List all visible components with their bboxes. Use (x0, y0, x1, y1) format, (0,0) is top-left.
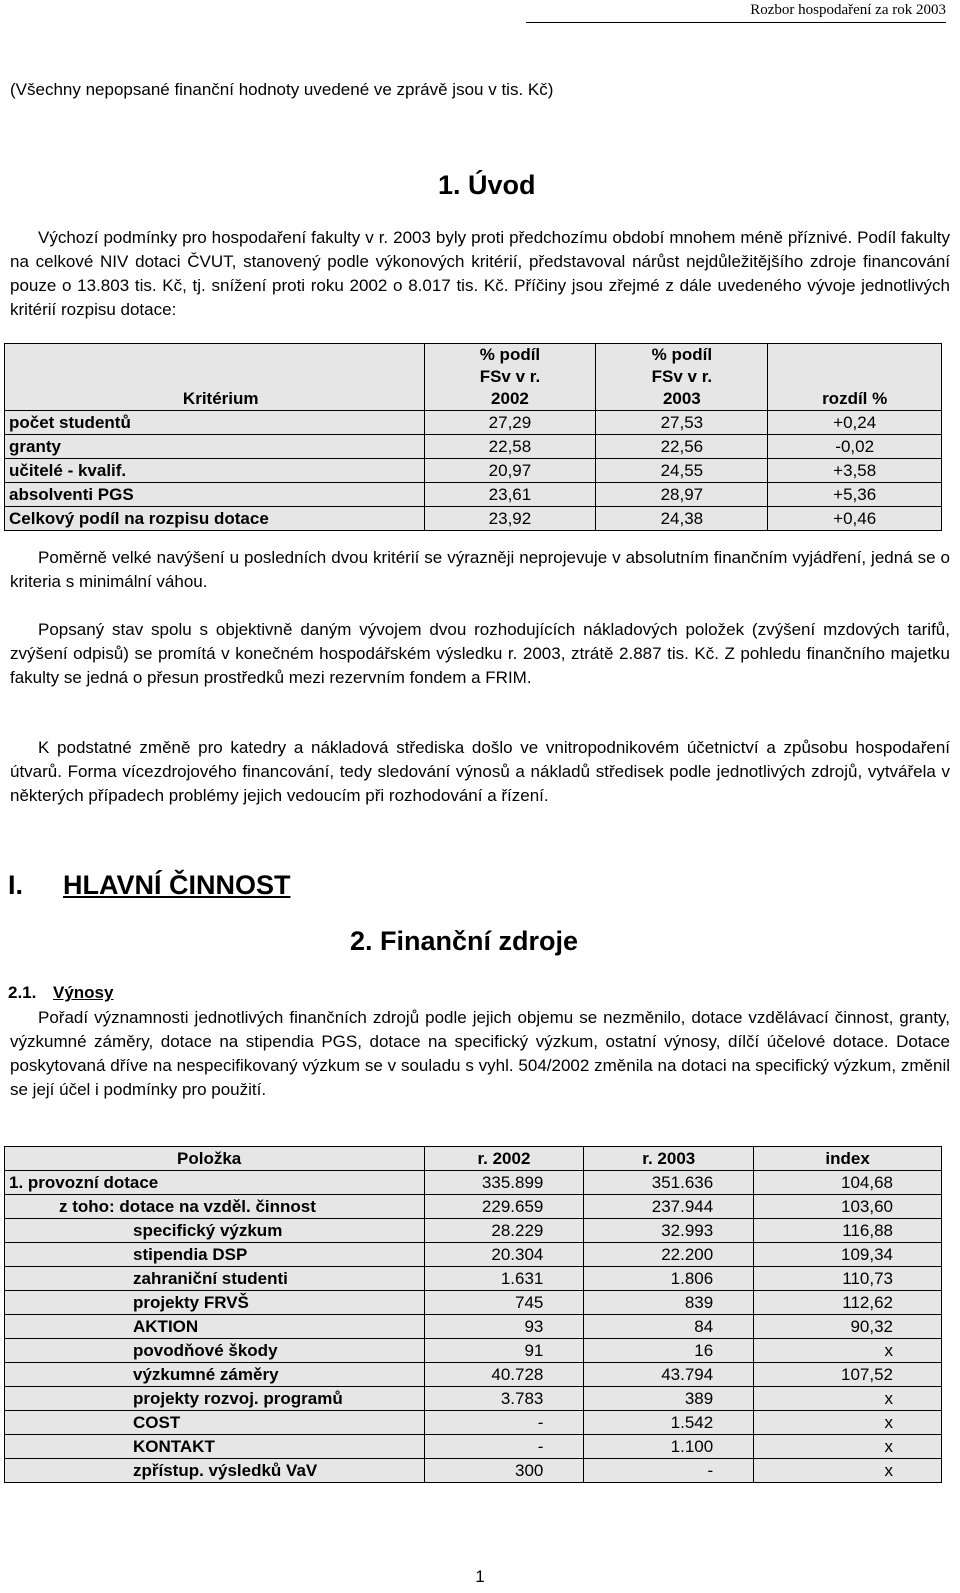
items-header-row (5, 1147, 942, 1171)
criteria-cell: +5,36 (768, 483, 942, 507)
item-value: 22.200 (584, 1243, 754, 1267)
item-value: 28.229 (424, 1219, 584, 1243)
item-value: x (754, 1411, 942, 1435)
item-value: 300 (424, 1459, 584, 1483)
item-name: z toho: dotace na vzděl. činnost (5, 1195, 425, 1219)
item-value: x (754, 1435, 942, 1459)
criteria-cell: 20,97 (424, 459, 596, 483)
item-value: 16 (584, 1339, 754, 1363)
criteria-header-cell: Kritérium (5, 344, 425, 411)
items-header-cell: r. 2003 (584, 1147, 754, 1171)
section-number: I. (8, 870, 24, 900)
table-row (5, 435, 942, 459)
item-value: 229.659 (424, 1195, 584, 1219)
criteria-name: absolventi PGS (5, 483, 425, 507)
criteria-cell: 24,55 (596, 459, 768, 483)
item-value: - (424, 1435, 584, 1459)
item-value: x (754, 1387, 942, 1411)
item-value: 1.542 (584, 1411, 754, 1435)
table-row (5, 483, 942, 507)
paragraph-1: Poměrně velké navýšení u posledních dvou kritérií se výrazněji neprojevuje v absolutním finančním vyjádření, jedná se o kriteria s minimální váhou. (10, 548, 950, 591)
table-row (5, 459, 942, 483)
item-value: 43.794 (584, 1363, 754, 1387)
criteria-header-cell: rozdíl % (768, 344, 942, 411)
criteria-cell: +0,24 (768, 411, 942, 435)
item-value: 90,32 (754, 1315, 942, 1339)
item-value: 93 (424, 1315, 584, 1339)
item-name: 1. provozní dotace (5, 1171, 425, 1195)
item-value: 110,73 (754, 1267, 942, 1291)
criteria-cell: -0,02 (768, 435, 942, 459)
criteria-cell: 28,97 (596, 483, 768, 507)
item-value: 32.993 (584, 1219, 754, 1243)
paragraph-2: Popsaný stav spolu s objektivně daným vývojem dvou rozhodujících nákladových položek (zvýšení mzdových tarifů, zvýšení odpisů) se promítá v konečném hospodářském výsledku r. 2003, ztrátě 2.887 tis. Kč. Z pohledu finančního majetku fakulty se jedná o přesun prostředků mezi rezervním fondem a FRIM. (10, 620, 950, 687)
item-value: 839 (584, 1291, 754, 1315)
criteria-name: Celkový podíl na rozpisu dotace (5, 507, 425, 531)
items-header-cell: r. 2002 (424, 1147, 584, 1171)
criteria-cell: +0,46 (768, 507, 942, 531)
item-value: 389 (584, 1387, 754, 1411)
criteria-cell: 23,92 (424, 507, 596, 531)
criteria-name: učitelé - kvalif. (5, 459, 425, 483)
item-value: 109,34 (754, 1243, 942, 1267)
item-value: 104,68 (754, 1171, 942, 1195)
item-value: 335.899 (424, 1171, 584, 1195)
item-name: projekty rozvoj. programů (5, 1387, 425, 1411)
criteria-cell: 22,56 (596, 435, 768, 459)
intro-paragraph: Výchozí podmínky pro hospodaření fakulty v r. 2003 byly proti předchozímu období mnohem méně příznivé. Podíl fakulty na celkové NIV dotaci ČVUT, stanovený podle výkonových kritérií, představoval nárůst nejdůležitějšího zdroje financování pouze o 13.803 tis. Kč, tj. snížení proti roku 2002 o 8.017 tis. Kč. Příčiny jsou zřejmé z dále uvedeného vývoje jednotlivých kritérií rozpisu dotace: (10, 228, 950, 319)
item-name: zahraniční studenti (5, 1267, 425, 1291)
section-title: HLAVNÍ ČINNOST (63, 870, 291, 900)
item-value: 1.631 (424, 1267, 584, 1291)
table-row (5, 1339, 942, 1363)
item-value: 1.100 (584, 1435, 754, 1459)
criteria-cell: 27,29 (424, 411, 596, 435)
table-row (5, 507, 942, 531)
criteria-cell: 23,61 (424, 483, 596, 507)
criteria-header-cell: % podíl FSv v r. 2002 (424, 344, 596, 411)
table-row (5, 1243, 942, 1267)
table-row (5, 1219, 942, 1243)
item-name: KONTAKT (5, 1435, 425, 1459)
table-row (5, 1363, 942, 1387)
item-value: 1.806 (584, 1267, 754, 1291)
item-value: 107,52 (754, 1363, 942, 1387)
item-name: výzkumné záměry (5, 1363, 425, 1387)
item-name: stipendia DSP (5, 1243, 425, 1267)
item-value: 84 (584, 1315, 754, 1339)
table-row (5, 1171, 942, 1195)
table-row (5, 1291, 942, 1315)
criteria-cell: 22,58 (424, 435, 596, 459)
criteria-table (4, 343, 942, 531)
item-name: povodňové škody (5, 1339, 425, 1363)
criteria-name: počet studentů (5, 411, 425, 435)
intro-heading: 1. Úvod (438, 170, 536, 200)
item-value: 91 (424, 1339, 584, 1363)
item-name: COST (5, 1411, 425, 1435)
table-row (5, 1267, 942, 1291)
table-row (5, 1411, 942, 1435)
vynosy-paragraph: Pořadí významnosti jednotlivých finančních zdrojů podle jejich objemu se nezměnilo, dotace vzdělávací činnost, granty, výzkumné záměry, dotace na stipendia PGS, dotace na specifický výzkum, ostatní výnosy, dílčí účelové dotace. Dotace poskytovaná dříve na nespecifikovaný výzkum se v souladu s vyhl. 504/2002 změnila na dotaci na specifický výzkum, změnil se její účel i podmínky pro použití. (10, 1008, 950, 1099)
item-value: 20.304 (424, 1243, 584, 1267)
criteria-cell: 24,38 (596, 507, 768, 531)
table-row (5, 1315, 942, 1339)
item-value: x (754, 1339, 942, 1363)
item-value: 40.728 (424, 1363, 584, 1387)
finance-heading: 2. Finanční zdroje (350, 926, 579, 956)
paragraph-3: K podstatné změně pro katedry a nákladová střediska došlo ve vnitropodnikovém účetnictví a způsobu hospodaření útvarů. Forma vícezdrojového financování, tedy sledování výnosů a nákladů středisek podle jednotlivých zdrojů, vytvářela v některých případech problémy jejich vedoucím při rozhodování a řízení. (10, 738, 950, 805)
criteria-header-cell: % podíl FSv v r. 2003 (596, 344, 768, 411)
items-header-cell: index (754, 1147, 942, 1171)
item-value: 745 (424, 1291, 584, 1315)
items-header-cell: Položka (5, 1147, 425, 1171)
item-value: 3.783 (424, 1387, 584, 1411)
item-value: - (424, 1411, 584, 1435)
table-row (5, 1435, 942, 1459)
criteria-cell: 27,53 (596, 411, 768, 435)
page-number: 1 (475, 1567, 485, 1586)
table-row (5, 1387, 942, 1411)
table-row (5, 411, 942, 435)
item-value: 237.944 (584, 1195, 754, 1219)
item-name: specifický výzkum (5, 1219, 425, 1243)
item-name: projekty FRVŠ (5, 1291, 425, 1315)
subsection-title: Výnosy (53, 983, 114, 1002)
units-note: (Všechny nepopsané finanční hodnoty uvedené ve zprávě jsou v tis. Kč) (10, 80, 554, 99)
page-header: Rozbor hospodaření za rok 2003 (526, 0, 946, 23)
item-value: 351.636 (584, 1171, 754, 1195)
item-name: AKTION (5, 1315, 425, 1339)
subsection-number: 2.1. (8, 983, 37, 1002)
items-table (4, 1146, 942, 1483)
item-value: - (584, 1459, 754, 1483)
item-value: 103,60 (754, 1195, 942, 1219)
table-row (5, 1459, 942, 1483)
criteria-name: granty (5, 435, 425, 459)
item-value: 116,88 (754, 1219, 942, 1243)
criteria-header-row (5, 344, 942, 411)
item-value: 112,62 (754, 1291, 942, 1315)
criteria-cell: +3,58 (768, 459, 942, 483)
table-row (5, 1195, 942, 1219)
item-name: zpřístup. výsledků VaV (5, 1459, 425, 1483)
item-value: x (754, 1459, 942, 1483)
